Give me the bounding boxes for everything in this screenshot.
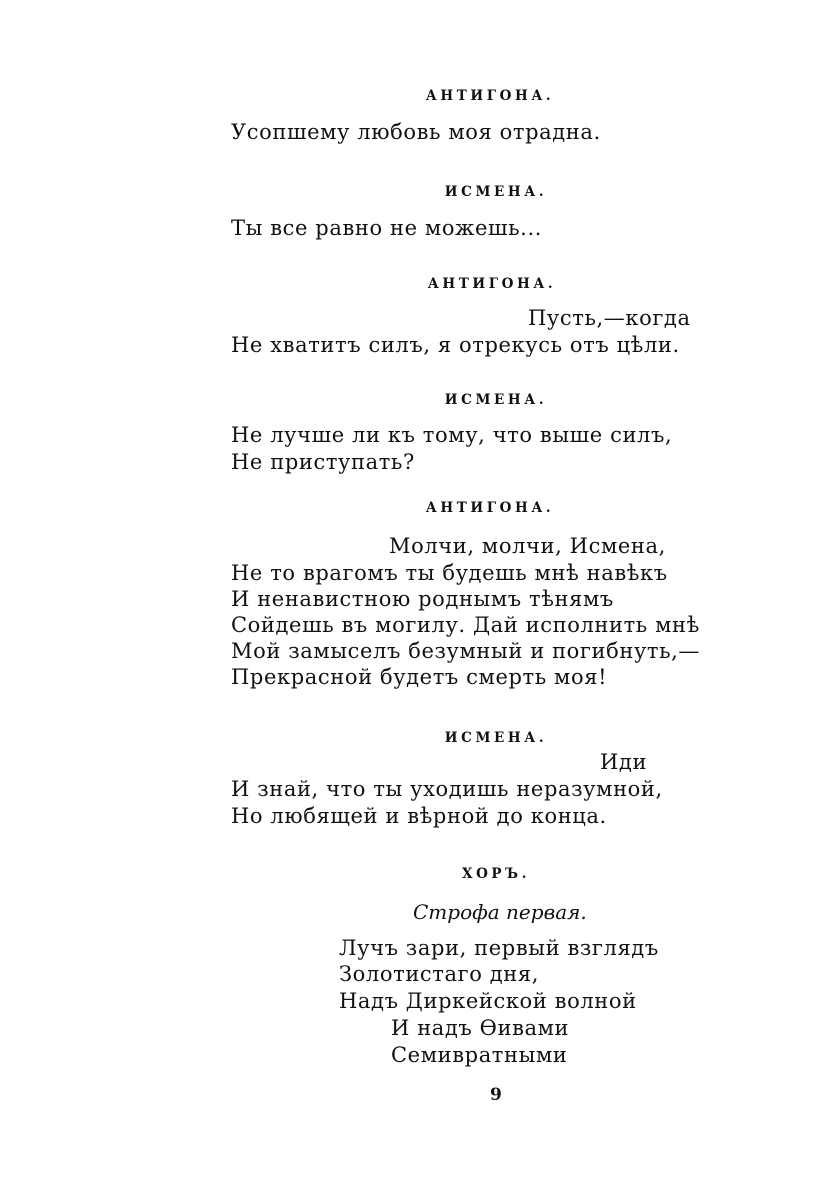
speaker-name: ИСМЕНА. [444, 730, 548, 746]
verse-line: Надъ Диркейской волной [339, 989, 637, 1013]
verse-line: И ненавистною роднымъ тѣнямъ [231, 587, 614, 611]
verse-line: Лучъ зари, первый взглядъ [339, 936, 659, 960]
verse-line: Не лучше ли къ тому, что выше силъ, [231, 423, 673, 447]
verse-line: Но любящей и вѣрной до конца. [231, 804, 607, 828]
verse-line: Не приступать? [231, 450, 415, 474]
speaker-name: АНТИГОНА. [425, 500, 555, 516]
verse-line: Усопшему любовь моя отрадна. [231, 120, 601, 144]
speaker-name: АНТИГОНА. [425, 88, 555, 104]
verse-line: Сойдешь въ могилу. Дай исполнить мнѣ [231, 613, 700, 637]
verse-line: Молчи, молчи, Исмена, [389, 534, 666, 558]
verse-line: Семивратными [391, 1043, 568, 1067]
speaker-name: ИСМЕНА. [444, 392, 548, 408]
verse-line: Не хватитъ силъ, я отрекусь отъ цѣли. [231, 333, 680, 357]
strophe-title: Строфа первая. [413, 900, 587, 924]
verse-line: Мой замыселъ безумный и погибнуть,— [231, 639, 701, 663]
verse-line: Ты все равно не можешь... [231, 216, 542, 240]
speaker-name: АНТИГОНА. [427, 276, 557, 292]
speaker-name: ХОРЪ. [462, 866, 530, 882]
verse-line: Прекрасной будетъ смерть моя! [231, 665, 608, 689]
verse-line: Пусть,—когда [528, 306, 691, 330]
verse-line: Иди [600, 750, 648, 774]
verse-line: Не то врагомъ ты будешь мнѣ навѣкъ [231, 561, 668, 585]
verse-line: И знай, что ты уходишь неразумной, [231, 777, 663, 801]
page-number: 9 [490, 1085, 502, 1105]
verse-line: И надъ Ѳивами [391, 1016, 570, 1040]
speaker-name: ИСМЕНА. [444, 184, 548, 200]
verse-line: Золотистаго дня, [339, 962, 539, 986]
